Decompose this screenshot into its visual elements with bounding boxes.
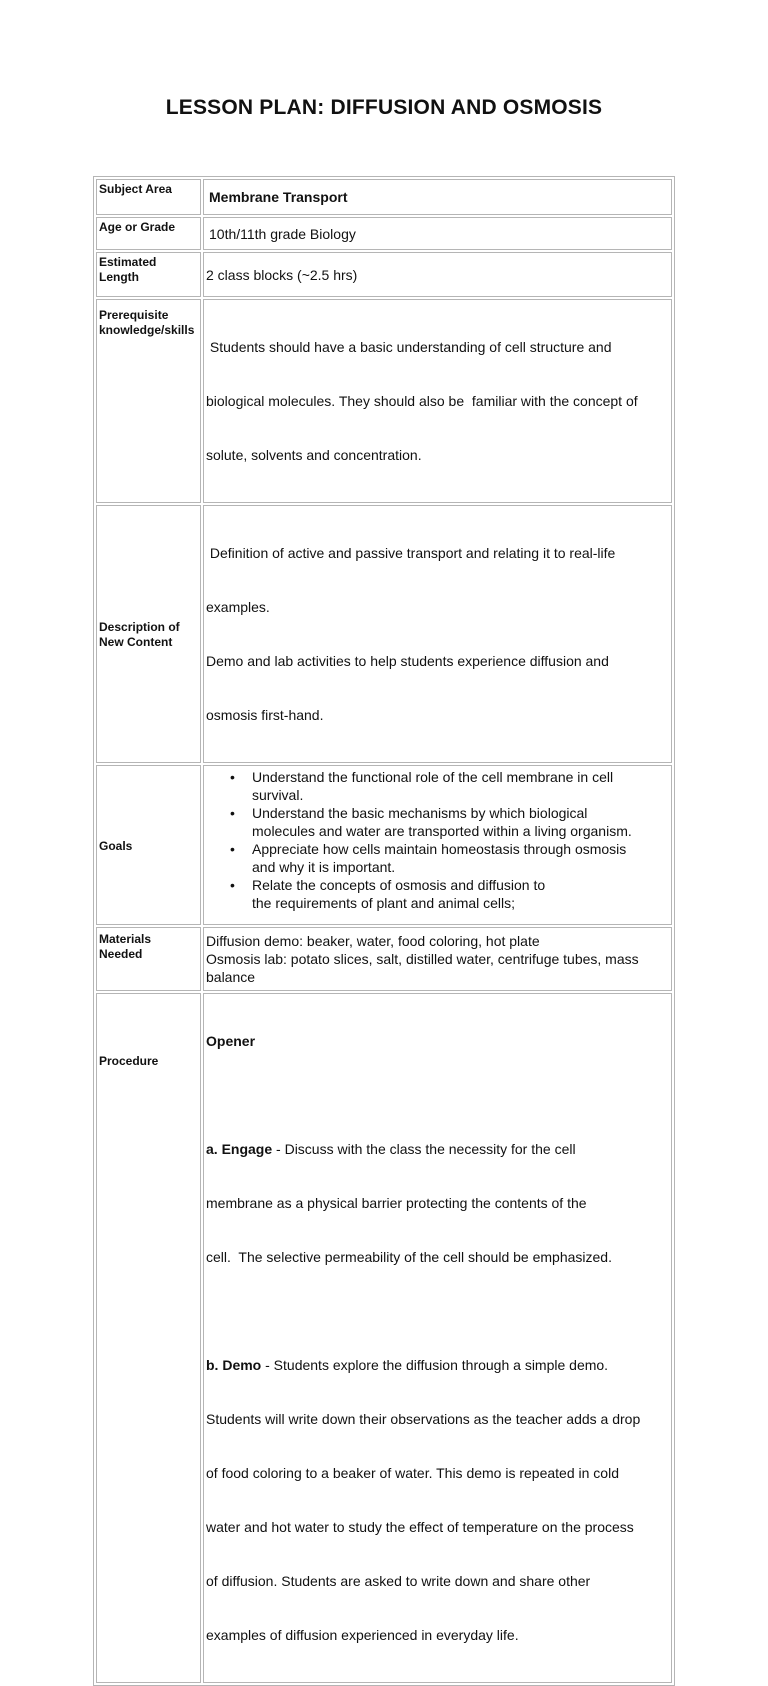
- goal-text: survival.: [252, 787, 304, 803]
- description-label-line2: New Content: [99, 635, 173, 649]
- table-row: [96, 252, 672, 297]
- materials-line: Osmosis lab: potato slices, salt, distilled water, centrifuge tubes, mass: [206, 951, 639, 967]
- row-label: [96, 765, 201, 925]
- engage-line: cell. The selective permeability of the cell should be emphasized.: [206, 1249, 612, 1265]
- row-label: [96, 505, 201, 763]
- goal-text: Understand the functional role of the cell membrane in cell: [252, 769, 614, 785]
- row-label: [96, 993, 201, 1683]
- table-row: [96, 179, 672, 215]
- prereq-line: biological molecules. They should also be familiar with the concept of: [206, 393, 638, 409]
- goals-list: [206, 768, 669, 912]
- description-line: Definition of active and passive transport and relating it to real-life: [206, 545, 616, 561]
- goals-label: Goals: [99, 838, 133, 853]
- lesson-plan-table: [93, 176, 675, 1686]
- row-value: [203, 179, 672, 215]
- bullet-icon: •: [230, 805, 235, 821]
- age-grade-label: Age or Grade: [99, 220, 176, 234]
- subject-area-label: Subject Area: [99, 182, 172, 196]
- length-value: 2 class blocks (~2.5 hrs): [206, 266, 358, 283]
- materials-label-line2: Needed: [99, 947, 143, 961]
- materials-label-line1: Materials: [99, 932, 152, 946]
- bullet-icon: •: [230, 877, 235, 893]
- demo-line: [206, 1356, 669, 1374]
- procedure-label: Procedure: [99, 1054, 159, 1068]
- materials-line: Diffusion demo: beaker, water, food coloring, hot plate: [206, 933, 540, 949]
- row-value: [203, 993, 672, 1683]
- table-row: [96, 299, 672, 503]
- bullet-icon: •: [230, 841, 235, 857]
- row-value: [203, 217, 672, 250]
- demo-line: of food coloring to a beaker of water. This demo is repeated in cold: [206, 1465, 619, 1481]
- row-label: [96, 252, 201, 297]
- row-label: [96, 179, 201, 215]
- prereq-line: solute, solvents and concentration.: [206, 447, 422, 463]
- goal-text: and why it is important.: [252, 859, 396, 875]
- list-item: [230, 804, 669, 840]
- demo-heading: b. Demo: [206, 1357, 262, 1373]
- age-grade-value: 10th/11th grade Biology: [209, 225, 356, 242]
- demo-line: water and hot water to study the effect of temperature on the process: [206, 1519, 634, 1535]
- bullet-icon: •: [230, 769, 235, 785]
- engage-text: - Discuss with the class the necessity for the cell: [272, 1141, 576, 1157]
- goal-text: the requirements of plant and animal cells;: [252, 895, 516, 911]
- row-value: [203, 765, 672, 925]
- row-label: [96, 217, 201, 250]
- row-label: [96, 299, 201, 503]
- goal-text: Appreciate how cells maintain homeostasis through osmosis: [252, 841, 627, 857]
- list-item: [230, 768, 669, 804]
- engage-line: [206, 1140, 669, 1158]
- opener-heading: Opener: [206, 1033, 256, 1049]
- demo-line: of diffusion. Students are asked to write down and share other: [206, 1573, 591, 1589]
- prereq-line: Students should have a basic understanding of cell structure and: [206, 339, 612, 355]
- row-value: [203, 505, 672, 763]
- subject-area-value: Membrane Transport: [209, 189, 348, 205]
- prereq-label-line1: Prerequisite: [99, 308, 169, 322]
- goal-text: Relate the concepts of osmosis and diffusion to: [252, 877, 546, 893]
- row-value: [203, 252, 672, 297]
- page-title: LESSON PLAN: DIFFUSION AND OSMOSIS: [165, 96, 603, 119]
- description-line: Demo and lab activities to help students experience diffusion and: [206, 653, 609, 669]
- row-label: [96, 927, 201, 991]
- engage-heading: a. Engage: [206, 1141, 273, 1157]
- table-row: [96, 765, 672, 925]
- table-row: [96, 927, 672, 991]
- engage-line: membrane as a physical barrier protecting the contents of the: [206, 1195, 587, 1211]
- materials-line: balance: [206, 969, 256, 985]
- length-label-line1: Estimated: [99, 255, 157, 269]
- table-row: [96, 993, 672, 1683]
- demo-line: Students will write down their observations as the teacher adds a drop: [206, 1411, 641, 1427]
- goal-text: molecules and water are transported within a living organism.: [252, 823, 632, 839]
- table-row: [96, 505, 672, 763]
- table-row: [96, 217, 672, 250]
- row-value: [203, 299, 672, 503]
- demo-text: - Students explore the diffusion through a simple demo.: [261, 1357, 609, 1373]
- description-label-line1: Description of: [99, 620, 180, 634]
- length-label-line2: Length: [99, 270, 139, 284]
- description-line: osmosis first-hand.: [206, 707, 324, 723]
- prereq-label-line2: knowledge/skills: [99, 323, 195, 337]
- description-line: examples.: [206, 599, 270, 615]
- demo-line: examples of diffusion experienced in everyday life.: [206, 1627, 519, 1643]
- list-item: [230, 876, 669, 912]
- list-item: [230, 840, 669, 876]
- row-value: [203, 927, 672, 991]
- goal-text: Understand the basic mechanisms by which biological: [252, 805, 588, 821]
